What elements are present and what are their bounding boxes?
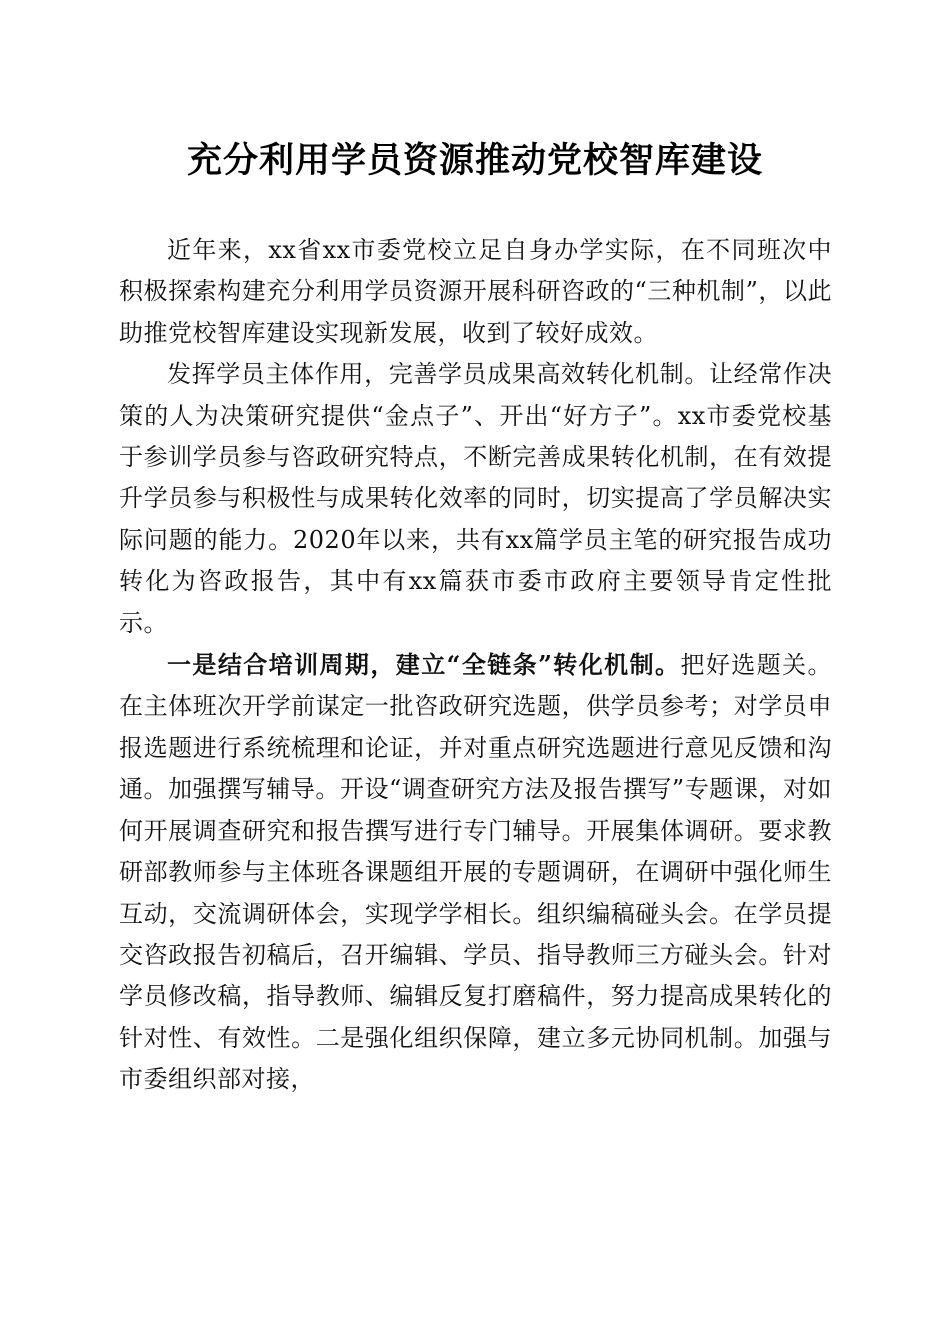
paragraph-text: 把好选题关。在主体班次开学前谋定一批咨政研究选题，供学员参考；对学员申报选题进行系统梳理和论证，并对重点研究选题进行意见反馈和沟通。加强撰写辅导。开设“调查研究方法及报告撰写”专题课，对如何开展调查研究和报告撰写进行专门辅导。开展集体调研。要求教研部教师参与主体班各课题组开展的专题调研，在调研中强化师生互动，交流调研体会，实现学学相长。组织编稿碰头会。在学员提交咨政报告初稿后，召开编辑、学员、指导教师三方碰头会。针对学员修改稿，指导教师、编辑反复打磨稿件，努力提高成果转化的针对性、有效性。二是强化组织保障，建立多元协同机制。加强与市委组织部对接，: [119, 651, 833, 1094]
paragraph-text: 近年来，xx省xx市委党校立足自身办学实际，在不同班次中积极探索构建充分利用学员资源开展科研咨政的“三种机制”，以此助推党校智库建设实现新发展，收到了较好成效。: [119, 236, 832, 347]
paragraph-full-chain: [119, 644, 832, 1100]
document-title: 充分利用学员资源推动党校智库建设: [186, 140, 763, 181]
document-body: [119, 230, 832, 1101]
paragraph-text: 发挥学员主体作用，完善学员成果高效转化机制。让经常作决策的人为决策研究提供“金点子”、开出“好方子”。xx市委党校基于参训学员参与咨政研究特点，不断完善成果转化机制，在有效提升学员参与积极性与成果转化效率的同时，切实提高了学员解决实际问题的能力。2020年以来，共有xx篇学员主笔的研究报告成功转化为咨政报告，其中有xx篇获市委市政府主要领导肯定性批示。: [119, 360, 832, 637]
paragraph-student-role: [119, 354, 832, 644]
paragraph-intro: [119, 230, 832, 354]
paragraph-lead: 一是结合培训周期，建立“全链条”转化机制。: [167, 650, 681, 680]
